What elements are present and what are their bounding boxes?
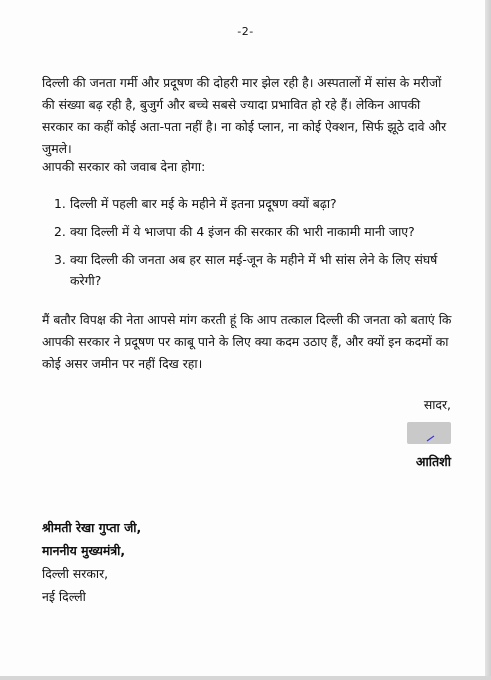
list-item-text: क्या दिल्ली में ये भाजपा की 4 इंजन की सरकार की भारी नाकामी मानी जाए? bbox=[70, 224, 415, 239]
list-item-number: 1. bbox=[54, 196, 66, 211]
addressee-name: श्रीमती रेखा गुप्ता जी, bbox=[42, 520, 142, 535]
addressee-city: नई दिल्ली bbox=[42, 589, 86, 604]
list-item bbox=[42, 193, 454, 214]
questions-list bbox=[42, 193, 454, 298]
list-item bbox=[42, 221, 454, 242]
list-item-number: 3. bbox=[54, 252, 66, 267]
body-paragraph-1: दिल्ली की जनता गर्मी और प्रदूषण की दोहरी मार झेल रही है। अस्पतालों में सांस के मरीजों की संख्या बढ़ रही है, बुजुर्ग और बच्चे सबसे ज्यादा प्रभावित हो रहे हैं। लेकिन आपकी सरकार का कहीं कोई अता-पता नहीं है। ना कोई प्लान, ना कोई ऐक्शन, सिर्फ झूठे दावे और जुमले। bbox=[42, 75, 447, 156]
signer-name: आतिशी bbox=[415, 454, 451, 469]
list-item-number: 2. bbox=[54, 224, 66, 239]
body-paragraph-2: आपकी सरकार को जवाब देना होगा: bbox=[42, 159, 206, 174]
list-item bbox=[42, 249, 454, 291]
page-number: -2- bbox=[237, 25, 254, 38]
list-item-text: क्या दिल्ली की जनता अब हर साल मई-जून के महीने में भी सांस लेने के लिए संघर्ष करेगी? bbox=[70, 252, 438, 288]
addressee-block bbox=[42, 516, 141, 608]
closing-salutation: सादर, bbox=[423, 397, 451, 412]
signature-stroke-icon bbox=[407, 422, 451, 444]
list-item-text: दिल्ली में पहली बार मई के महीने में इतना प्रदूषण क्यों बढ़ा? bbox=[70, 196, 337, 211]
signature-block bbox=[407, 394, 451, 472]
addressee-government: दिल्ली सरकार, bbox=[42, 566, 109, 581]
body-paragraph-3: मैं बतौर विपक्ष की नेता आपसे मांग करती हूं कि आप तत्काल दिल्ली की जनता को बताएं कि आपकी सरकार ने प्रदूषण पर काबू पाने के लिए क्या कदम उठाए हैं, और क्यों इन कदमों का कोई असर जमीन पर नहीं दिख रहा। bbox=[42, 312, 452, 371]
page-edge-bottom bbox=[0, 676, 491, 680]
addressee-designation: माननीय मुख्यमंत्री, bbox=[42, 543, 126, 558]
redacted-signature bbox=[407, 422, 451, 444]
page-edge-right bbox=[485, 0, 491, 680]
